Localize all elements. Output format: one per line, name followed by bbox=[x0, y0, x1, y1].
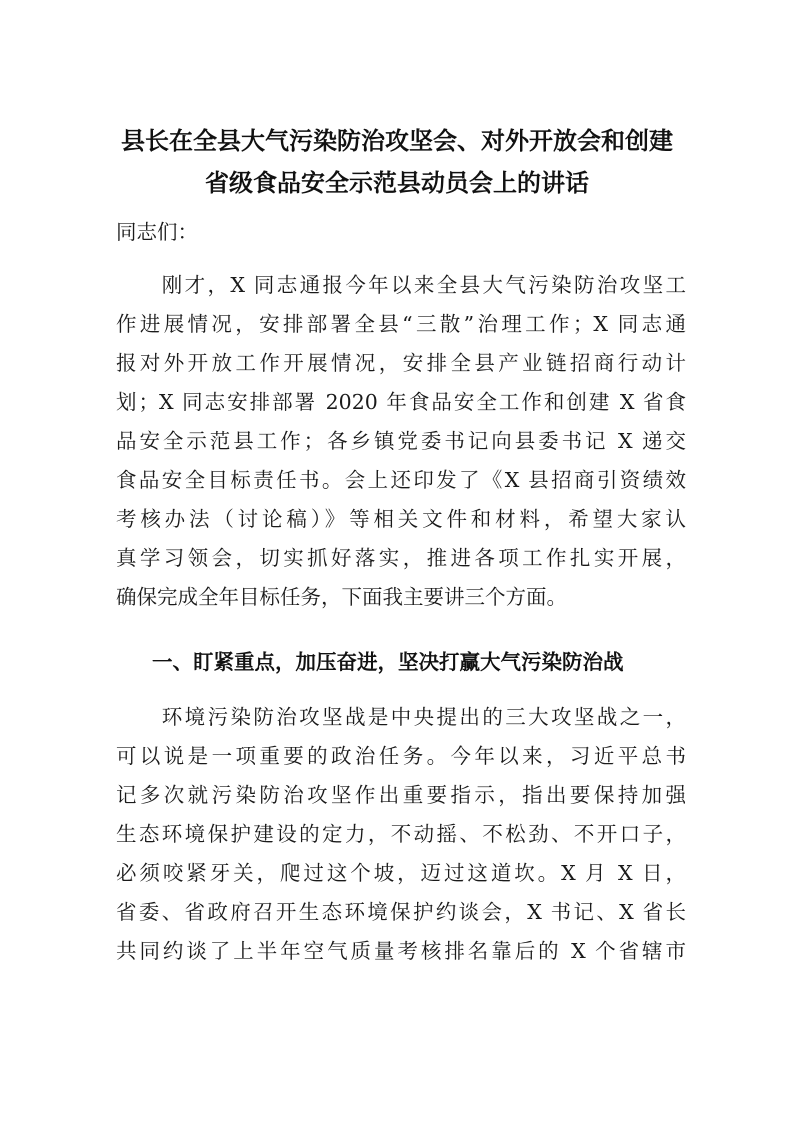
paragraph2-line-5: 必须咬紧牙关，爬过这个坡，迈过这道坎。X 月 X 日， bbox=[116, 861, 686, 885]
paragraph1-line-9: 确保完成全年目标任务，下面我主要讲三个方面。 bbox=[116, 585, 567, 609]
paragraph1-line-2: 作进展情况，安排部署全县“三散”治理工作；X 同志通 bbox=[116, 312, 686, 336]
paragraph2-line-6: 省委、省政府召开生态环境保护约谈会，X 书记、X 省长 bbox=[116, 900, 686, 924]
paragraph2-line-7: 共同约谈了上半年空气质量考核排名靠后的 X 个省辖市 bbox=[116, 939, 686, 963]
paragraph2-line-2: 可以说是一项重要的政治任务。今年以来，习近平总书 bbox=[116, 744, 686, 768]
section-heading-1: 一、盯紧重点，加压奋进，坚决打赢大气污染防治战 bbox=[152, 650, 624, 674]
paragraph1-line-5: 品安全示范县工作；各乡镇党委书记向县委书记 X 递交 bbox=[116, 429, 686, 453]
paragraph1-line-7: 考核办法（讨论稿）》等相关文件和材料，希望大家认 bbox=[116, 507, 686, 531]
paragraph2-line-4: 生态环境保护建设的定力，不动摇、不松劲、不开口子， bbox=[116, 822, 686, 846]
paragraph1-line-8: 真学习领会，切实抓好落实，推进各项工作扎实开展， bbox=[116, 546, 686, 570]
document-title-line-2: 省级食品安全示范县动员会上的讲话 bbox=[205, 169, 589, 197]
salutation: 同志们： bbox=[116, 220, 198, 244]
paragraph2-line-1: 环境污染防治攻坚战是中央提出的三大攻坚战之一， bbox=[116, 705, 686, 729]
paragraph1-line-3: 报对外开放工作开展情况，安排全县产业链招商行动计 bbox=[116, 351, 686, 375]
paragraph1-line-6: 食品安全目标责任书。会上还印发了《X 县招商引资绩效 bbox=[116, 468, 686, 492]
paragraph1-line-1: 刚才，X 同志通报今年以来全县大气污染防治攻坚工 bbox=[116, 273, 686, 297]
document-title-line-1: 县长在全县大气污染防治攻坚会、对外开放会和创建 bbox=[121, 127, 673, 155]
paragraph1-line-4: 划；X 同志安排部署 2020 年食品安全工作和创建 X 省食 bbox=[116, 390, 686, 414]
paragraph2-line-3: 记多次就污染防治攻坚作出重要指示，指出要保持加强 bbox=[116, 783, 686, 807]
